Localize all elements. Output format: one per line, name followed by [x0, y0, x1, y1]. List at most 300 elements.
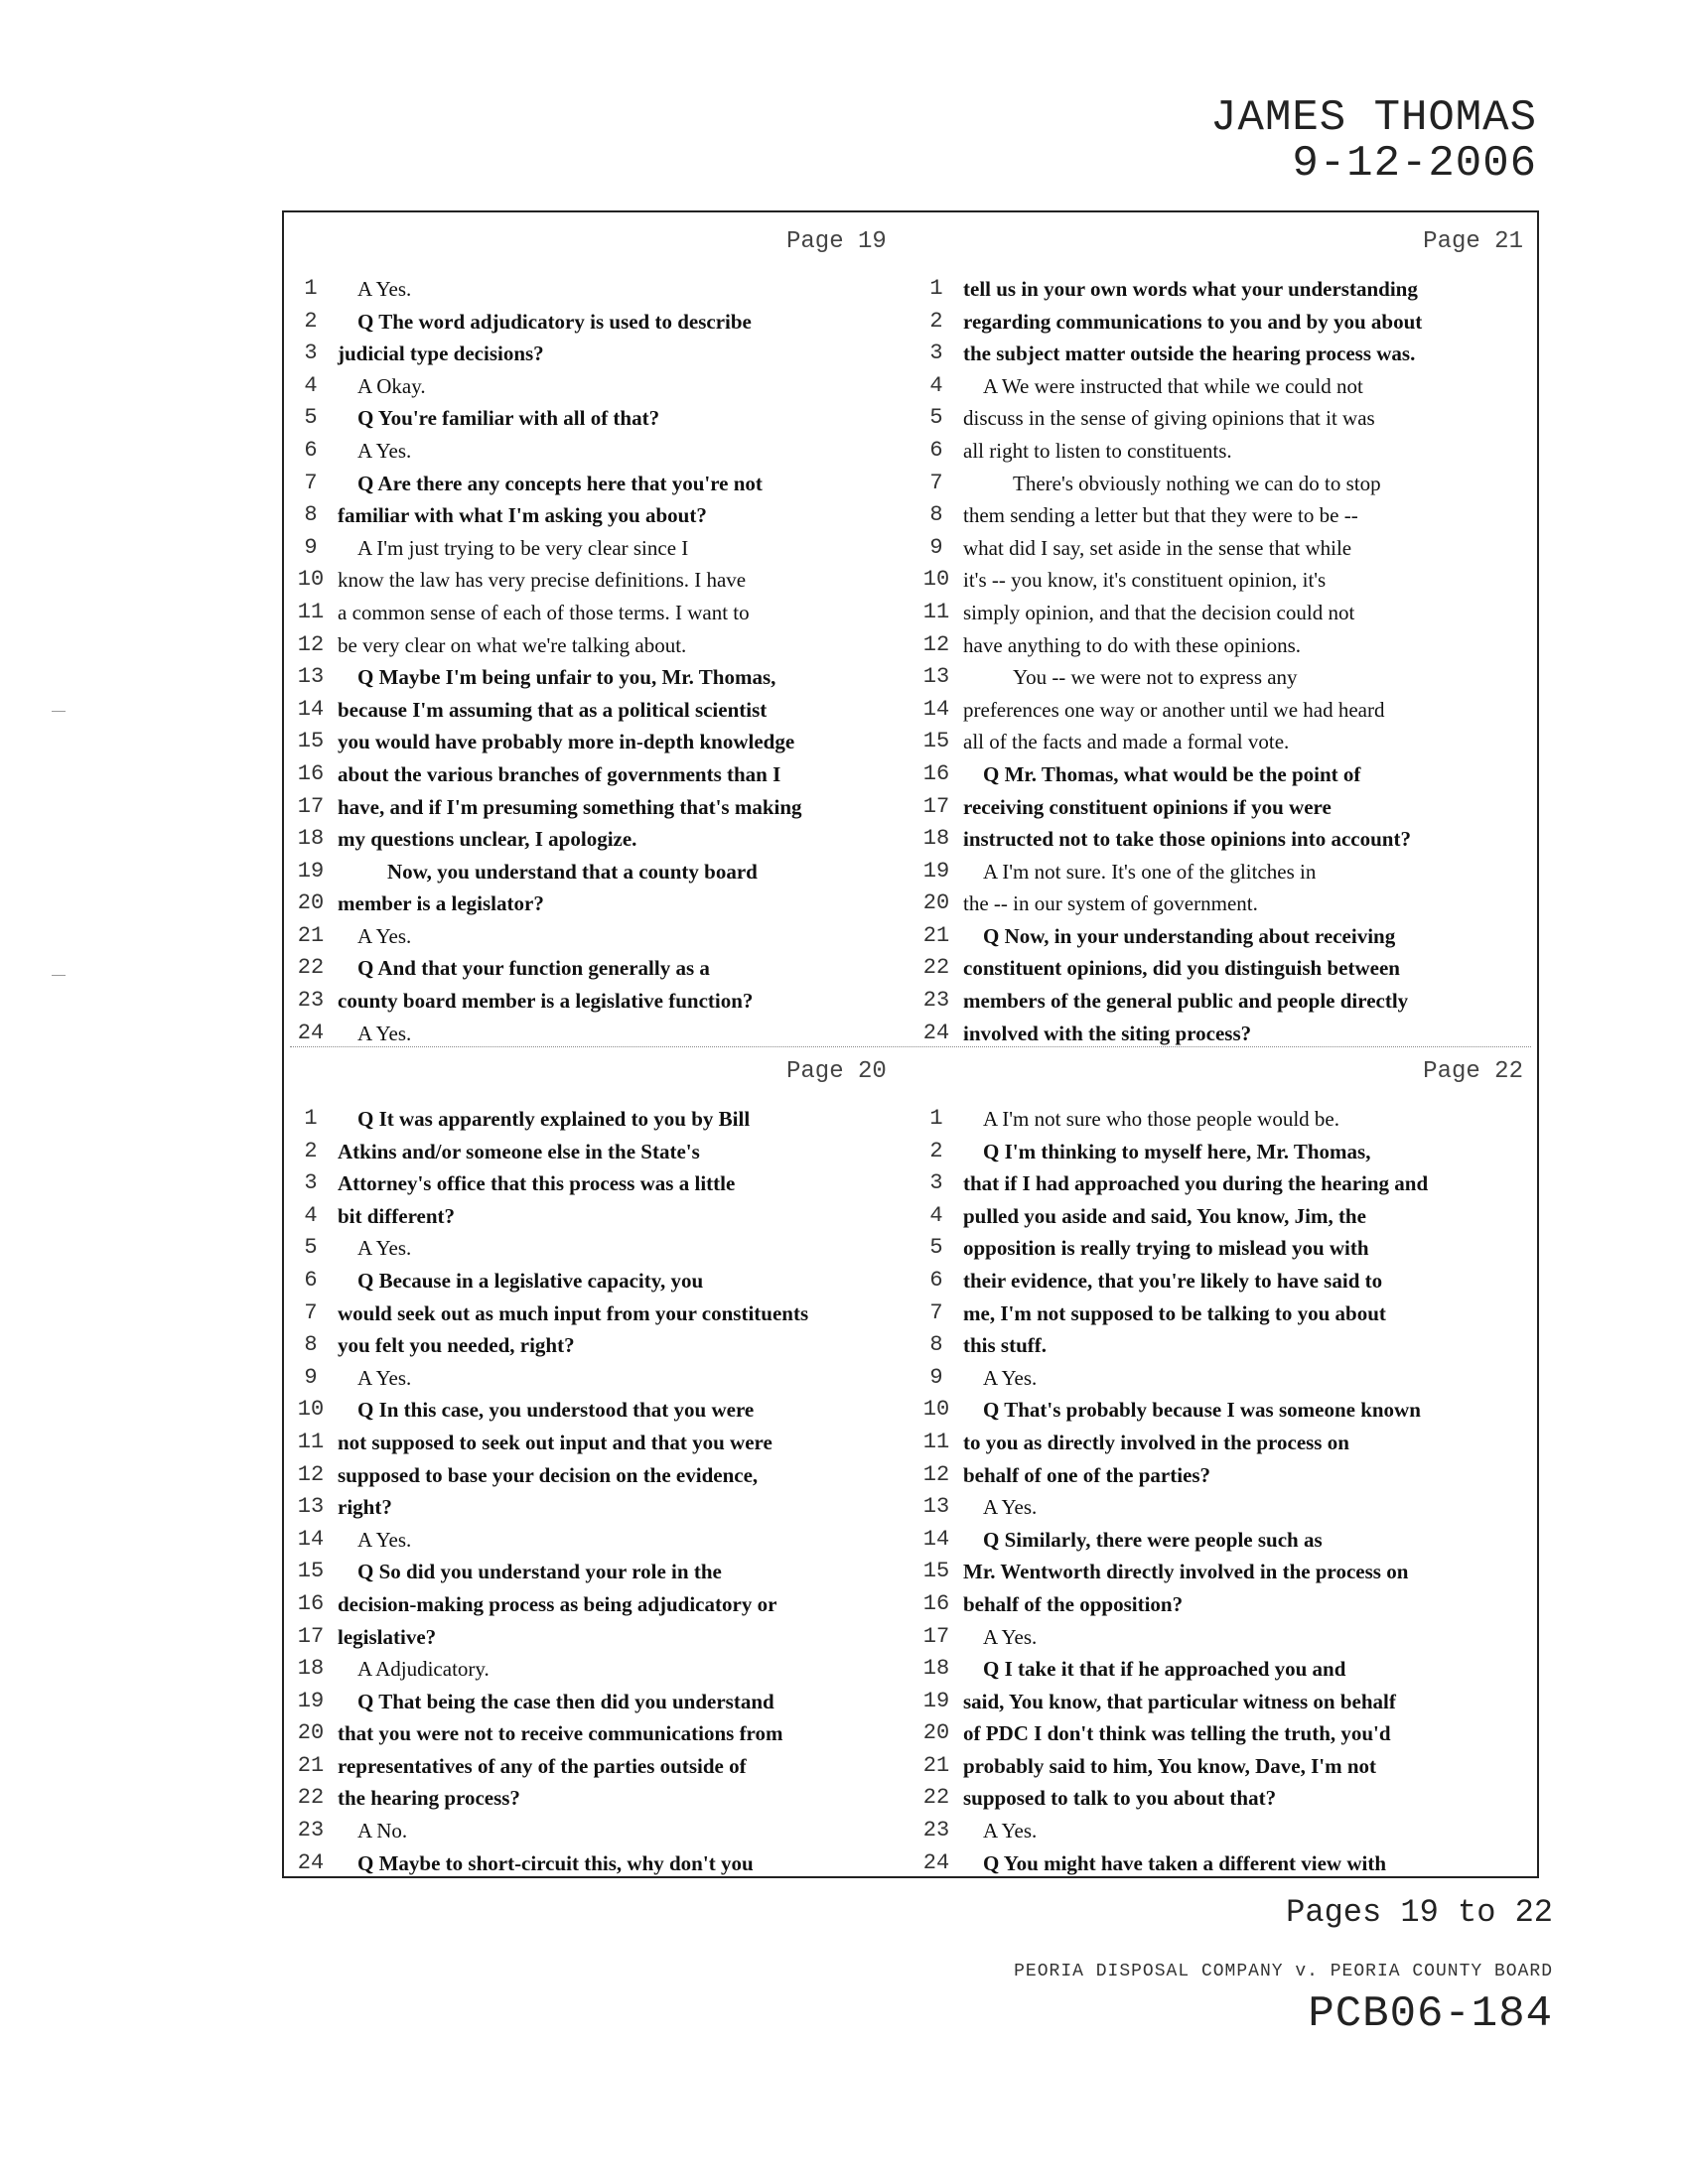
transcript-line	[292, 1200, 908, 1233]
line-text: bit different?	[338, 1203, 456, 1228]
transcript-line	[292, 435, 908, 468]
line-number: 19	[297, 1688, 325, 1713]
line-text: Q Similarly, there were people such as	[983, 1527, 1323, 1552]
transcript-line	[917, 1686, 1533, 1718]
line-text: would seek out as much input from your constituents	[338, 1300, 809, 1325]
line-number: 2	[304, 308, 318, 334]
line-number: 12	[297, 1461, 325, 1487]
line-number: 5	[929, 405, 943, 431]
line-number: 22	[297, 955, 325, 981]
line-text: Atkins and/or someone else in the State's	[338, 1139, 700, 1163]
line-number: 8	[929, 1332, 943, 1358]
line-list	[292, 273, 908, 1049]
line-number: 7	[304, 1299, 318, 1325]
transcript-line	[917, 1815, 1533, 1847]
transcript-line	[917, 306, 1533, 339]
transcript-line	[917, 1717, 1533, 1750]
line-number: 23	[297, 988, 325, 1014]
transcript-line	[917, 1394, 1533, 1427]
line-text: member is a legislator?	[338, 891, 544, 916]
line-number: 6	[929, 437, 943, 463]
transcript-line	[917, 1847, 1533, 1880]
line-text: supposed to talk to you about that?	[963, 1786, 1277, 1811]
transcript-line	[292, 1588, 908, 1621]
line-text: A I'm just trying to be very clear since I	[357, 535, 689, 560]
transcript-line	[292, 726, 908, 758]
line-text: the hearing process?	[338, 1786, 520, 1811]
transcript-frame	[282, 210, 1539, 1878]
line-number: 20	[297, 890, 325, 916]
transcript-line	[917, 1459, 1533, 1492]
line-text: receiving constituent opinions if you were	[963, 794, 1332, 819]
line-number: 11	[922, 1429, 950, 1454]
transcript-line	[292, 1750, 908, 1783]
transcript-line	[292, 1524, 908, 1557]
line-text: Q It was apparently explained to you by Bill	[357, 1107, 751, 1131]
transcript-line	[292, 564, 908, 597]
transcript-line	[292, 1459, 908, 1492]
line-text: what did I say, set aside in the sense that while	[963, 535, 1352, 560]
page-divider	[290, 1046, 1531, 1047]
margin-tick	[52, 975, 66, 976]
line-number: 11	[297, 1429, 325, 1454]
line-text: A I'm not sure who those people would be.	[983, 1107, 1339, 1131]
transcript-line	[917, 1588, 1533, 1621]
line-text: Q You might have taken a different view with	[983, 1850, 1386, 1875]
transcript-line	[917, 338, 1533, 370]
line-text: Q And that your function generally as a	[357, 956, 710, 981]
line-text: Q Maybe I'm being unfair to you, Mr. Thomas,	[357, 665, 776, 690]
line-text: judicial type decisions?	[338, 341, 544, 366]
line-number: 21	[922, 1752, 950, 1778]
line-number: 3	[304, 341, 318, 366]
transcript-line	[917, 370, 1533, 403]
transcript-line	[292, 1362, 908, 1395]
transcript-line	[917, 1103, 1533, 1136]
line-text: know the law has very precise definitions. I have	[338, 568, 747, 593]
line-number: 4	[929, 1202, 943, 1228]
line-number: 9	[929, 1364, 943, 1390]
transcript-line	[917, 1167, 1533, 1200]
line-text: said, You know, that particular witness on behalf	[963, 1689, 1396, 1713]
line-number: 8	[929, 502, 943, 528]
line-number: 14	[922, 1526, 950, 1552]
line-number: 8	[304, 502, 318, 528]
transcript-line	[917, 468, 1533, 500]
line-text: legislative?	[338, 1624, 437, 1649]
line-number: 6	[304, 437, 318, 463]
transcript-line	[292, 856, 908, 888]
transcript-line	[292, 1427, 908, 1459]
deposition-date: 9-12-2006	[1292, 139, 1537, 189]
line-number: 21	[922, 922, 950, 948]
transcript-line	[917, 856, 1533, 888]
transcript-line	[917, 758, 1533, 791]
line-text: opposition is really trying to mislead you with	[963, 1236, 1369, 1261]
transcript-line	[292, 1621, 908, 1654]
line-number: 13	[922, 1494, 950, 1520]
line-text: You -- we were not to express any	[1013, 665, 1298, 690]
line-text: Q That being the case then did you understand	[357, 1689, 774, 1713]
transcript-line	[292, 1103, 908, 1136]
line-number: 17	[922, 793, 950, 819]
line-text: A Yes.	[357, 1236, 412, 1261]
line-number: 20	[922, 890, 950, 916]
case-caption: PEORIA DISPOSAL COMPANY v. PEORIA COUNTY BOARD	[1014, 1962, 1553, 1981]
transcript-line	[917, 1018, 1533, 1050]
line-number: 6	[929, 1267, 943, 1293]
line-number: 24	[297, 1020, 325, 1045]
transcript-line	[292, 1232, 908, 1265]
line-number: 13	[922, 664, 950, 690]
line-text: a common sense of each of those terms. I want to	[338, 600, 750, 624]
transcript-line	[292, 1782, 908, 1815]
line-text: A Yes.	[357, 923, 412, 948]
transcript-line	[292, 629, 908, 662]
transcript-line	[917, 499, 1533, 532]
line-text: A We were instructed that while we could not	[983, 373, 1363, 398]
line-number: 16	[922, 1590, 950, 1616]
line-number: 1	[304, 276, 318, 301]
line-number: 24	[297, 1849, 325, 1875]
line-number: 21	[297, 1752, 325, 1778]
transcript-line	[292, 1717, 908, 1750]
transcript-line	[917, 823, 1533, 856]
line-text: decision-making process as being adjudicatory or	[338, 1591, 777, 1616]
line-text: tell us in your own words what your understanding	[963, 277, 1418, 301]
line-text: you would have probably more in-depth knowledge	[338, 730, 795, 754]
line-text: this stuff.	[963, 1333, 1048, 1358]
transcript-line	[917, 1265, 1533, 1297]
line-text: preferences one way or another until we had heard	[963, 697, 1385, 722]
page-label: Page 19	[786, 228, 887, 255]
transcript-line	[292, 1815, 908, 1847]
line-text: A Yes.	[357, 438, 412, 463]
line-number: 7	[929, 470, 943, 495]
transcript-line	[917, 1750, 1533, 1783]
line-text: all of the facts and made a formal vote.	[963, 730, 1290, 754]
line-number: 9	[304, 1364, 318, 1390]
transcript-line	[292, 532, 908, 565]
transcript-line	[917, 532, 1533, 565]
line-number: 5	[929, 1235, 943, 1261]
line-number: 2	[304, 1138, 318, 1163]
line-text: behalf of one of the parties?	[963, 1462, 1211, 1487]
line-number: 23	[297, 1818, 325, 1843]
line-text: representatives of any of the parties outside of	[338, 1753, 747, 1778]
line-text: involved with the siting process?	[963, 1021, 1252, 1045]
line-text: be very clear on what we're talking about.	[338, 632, 687, 657]
line-text: There's obviously nothing we can do to stop	[1013, 471, 1381, 495]
line-number: 22	[922, 1785, 950, 1811]
transcript-line	[917, 273, 1533, 306]
line-text: me, I'm not supposed to be talking to you about	[963, 1300, 1386, 1325]
line-number: 12	[297, 631, 325, 657]
transcript-line	[917, 597, 1533, 629]
line-number: 7	[929, 1299, 943, 1325]
line-number: 15	[297, 1559, 325, 1584]
line-number: 7	[304, 470, 318, 495]
line-number: 8	[304, 1332, 318, 1358]
transcript-line	[292, 985, 908, 1018]
line-text: supposed to base your decision on the evidence,	[338, 1462, 759, 1487]
line-number: 18	[922, 1656, 950, 1682]
transcript-line	[292, 1265, 908, 1297]
line-number: 11	[922, 599, 950, 624]
transcript-line	[292, 1847, 908, 1880]
line-number: 16	[297, 1590, 325, 1616]
line-text: Q Mr. Thomas, what would be the point of	[983, 761, 1361, 786]
transcript-line	[917, 1232, 1533, 1265]
witness-name: JAMES THOMAS	[1210, 93, 1537, 143]
line-text: all right to listen to constituents.	[963, 438, 1232, 463]
line-text: pulled you aside and said, You know, Jim, the	[963, 1203, 1366, 1228]
line-text: members of the general public and people directly	[963, 989, 1409, 1014]
page-label: Page 22	[1423, 1058, 1523, 1085]
line-number: 22	[922, 955, 950, 981]
line-text: familiar with what I'm asking you about?	[338, 503, 707, 528]
line-text: Q Maybe to short-circuit this, why don't you	[357, 1850, 754, 1875]
line-text: Q You're familiar with all of that?	[357, 406, 660, 431]
line-text: A No.	[357, 1819, 408, 1843]
line-number: 17	[922, 1623, 950, 1649]
line-text: have anything to do with these opinions.	[963, 632, 1302, 657]
transcript-line	[292, 1167, 908, 1200]
line-text: A Okay.	[357, 373, 426, 398]
transcript-line	[917, 1329, 1533, 1362]
line-text: A Yes.	[357, 1021, 412, 1045]
transcript-page	[917, 1048, 1533, 1877]
line-list	[292, 1103, 908, 1879]
line-text: not supposed to seek out input and that you were	[338, 1430, 772, 1454]
line-number: 1	[929, 1106, 943, 1131]
transcript-line	[292, 597, 908, 629]
line-text: them sending a letter but that they were to be --	[963, 503, 1358, 528]
line-number: 17	[297, 1623, 325, 1649]
line-number: 16	[297, 760, 325, 786]
line-number: 11	[297, 599, 325, 624]
transcript-line	[917, 402, 1533, 435]
transcript-line	[292, 1394, 908, 1427]
line-text: to you as directly involved in the process on	[963, 1430, 1349, 1454]
line-number: 5	[304, 1235, 318, 1261]
line-number: 14	[297, 1526, 325, 1552]
transcript-line	[292, 273, 908, 306]
line-number: 15	[297, 729, 325, 754]
transcript-line	[292, 1297, 908, 1330]
transcript-line	[917, 1524, 1533, 1557]
transcript-line	[917, 694, 1533, 727]
transcript-line	[292, 1491, 908, 1524]
line-number: 4	[304, 372, 318, 398]
line-text: of PDC I don't think was telling the truth, you'd	[963, 1721, 1391, 1746]
line-number: 19	[922, 1688, 950, 1713]
line-text: Q Now, in your understanding about receiving	[983, 923, 1396, 948]
transcript-line	[292, 1329, 908, 1362]
transcript-line	[292, 823, 908, 856]
line-number: 18	[922, 826, 950, 852]
line-number: 20	[922, 1720, 950, 1746]
line-number: 3	[304, 1170, 318, 1196]
line-text: regarding communications to you and by you about	[963, 309, 1423, 334]
line-text: A Yes.	[357, 277, 412, 301]
line-text: constituent opinions, did you distinguish between	[963, 956, 1400, 981]
line-number: 15	[922, 1559, 950, 1584]
transcript-line	[917, 887, 1533, 920]
transcript-line	[917, 1556, 1533, 1588]
transcript-line	[292, 1556, 908, 1588]
line-text: that if I had approached you during the hearing and	[963, 1171, 1429, 1196]
line-number: 14	[922, 696, 950, 722]
line-number: 1	[929, 276, 943, 301]
line-text: discuss in the sense of giving opinions that it was	[963, 406, 1375, 431]
transcript-line	[917, 920, 1533, 953]
margin-tick	[52, 711, 66, 712]
transcript-line	[917, 1427, 1533, 1459]
transcript-line	[917, 564, 1533, 597]
line-number: 16	[922, 760, 950, 786]
line-text: A Adjudicatory.	[357, 1657, 490, 1682]
line-number: 12	[922, 631, 950, 657]
line-number: 24	[922, 1849, 950, 1875]
transcript-line	[292, 370, 908, 403]
transcript-line	[292, 661, 908, 694]
line-number: 13	[297, 1494, 325, 1520]
line-number: 24	[922, 1020, 950, 1045]
transcript-line	[917, 661, 1533, 694]
transcript-line	[917, 726, 1533, 758]
transcript-line	[917, 1653, 1533, 1686]
line-text: that you were not to receive communications from	[338, 1721, 783, 1746]
transcript-line	[917, 1362, 1533, 1395]
transcript-page	[292, 1048, 908, 1877]
transcript-page	[292, 218, 908, 1047]
line-number: 3	[929, 341, 943, 366]
line-number: 2	[929, 308, 943, 334]
line-text: the subject matter outside the hearing process was.	[963, 341, 1416, 366]
line-number: 10	[922, 567, 950, 593]
line-number: 18	[297, 826, 325, 852]
line-number: 4	[929, 372, 943, 398]
transcript-line	[917, 791, 1533, 824]
line-number: 13	[297, 664, 325, 690]
transcript-line	[292, 306, 908, 339]
line-number: 19	[922, 858, 950, 884]
line-number: 19	[297, 858, 325, 884]
line-number: 21	[297, 922, 325, 948]
line-number: 10	[922, 1397, 950, 1423]
line-text: probably said to him, You know, Dave, I'm not	[963, 1753, 1377, 1778]
transcript-line	[917, 1297, 1533, 1330]
line-text: A Yes.	[983, 1495, 1038, 1520]
line-text: county board member is a legislative function?	[338, 989, 754, 1014]
line-text: Q Because in a legislative capacity, you	[357, 1268, 704, 1293]
line-number: 6	[304, 1267, 318, 1293]
transcript-line	[292, 402, 908, 435]
line-text: Now, you understand that a county board	[387, 859, 758, 884]
docket-number: PCB06-184	[1308, 1989, 1553, 2039]
line-number: 18	[297, 1656, 325, 1682]
line-number: 14	[297, 696, 325, 722]
transcript-line	[917, 435, 1533, 468]
line-text: A I'm not sure. It's one of the glitches in	[983, 859, 1317, 884]
line-text: you felt you needed, right?	[338, 1333, 575, 1358]
page-label: Page 20	[786, 1058, 887, 1085]
line-text: A Yes.	[983, 1819, 1038, 1843]
transcript-line	[917, 1200, 1533, 1233]
transcript-line	[292, 1018, 908, 1050]
line-text: A Yes.	[983, 1624, 1038, 1649]
line-text: A Yes.	[357, 1365, 412, 1390]
transcript-line	[292, 1686, 908, 1718]
line-text: A Yes.	[983, 1365, 1038, 1390]
line-number: 10	[297, 567, 325, 593]
line-text: Q That's probably because I was someone known	[983, 1398, 1421, 1423]
line-number: 17	[297, 793, 325, 819]
transcript-line	[292, 758, 908, 791]
line-text: Q The word adjudicatory is used to describe	[357, 309, 752, 334]
line-text: about the various branches of governments than I	[338, 761, 781, 786]
transcript-page	[917, 218, 1533, 1047]
line-text: my questions unclear, I apologize.	[338, 827, 637, 852]
line-number: 2	[929, 1138, 943, 1163]
line-number: 10	[297, 1397, 325, 1423]
line-text: behalf of the opposition?	[963, 1591, 1184, 1616]
line-number: 15	[922, 729, 950, 754]
line-text: simply opinion, and that the decision could not	[963, 600, 1355, 624]
line-text: Attorney's office that this process was a little	[338, 1171, 736, 1196]
line-number: 23	[922, 988, 950, 1014]
transcript-line	[292, 952, 908, 985]
transcript-line	[292, 1653, 908, 1686]
line-text: Q Are there any concepts here that you're not	[357, 471, 763, 495]
line-number: 9	[304, 534, 318, 560]
transcript-line	[292, 694, 908, 727]
line-text: Q In this case, you understood that you were	[357, 1398, 755, 1423]
line-number: 20	[297, 1720, 325, 1746]
line-number: 9	[929, 534, 943, 560]
transcript-line	[292, 338, 908, 370]
transcript-line	[917, 1491, 1533, 1524]
transcript-line	[917, 1782, 1533, 1815]
transcript-line	[917, 1621, 1533, 1654]
line-number: 23	[922, 1818, 950, 1843]
line-list	[917, 273, 1533, 1049]
transcript-line	[292, 791, 908, 824]
transcript-line	[292, 887, 908, 920]
transcript-line	[292, 468, 908, 500]
line-number: 4	[304, 1202, 318, 1228]
line-text: right?	[338, 1495, 392, 1520]
transcript-line	[917, 1136, 1533, 1168]
transcript-line	[917, 985, 1533, 1018]
line-number: 3	[929, 1170, 943, 1196]
line-text: Q I take it that if he approached you and	[983, 1657, 1346, 1682]
line-text: it's -- you know, it's constituent opinion, it's	[963, 568, 1327, 593]
line-number: 22	[297, 1785, 325, 1811]
line-text: A Yes.	[357, 1527, 412, 1552]
line-text: instructed not to take those opinions into account?	[963, 827, 1411, 852]
line-number: 12	[922, 1461, 950, 1487]
page-label: Page 21	[1423, 228, 1523, 255]
line-text: Q I'm thinking to myself here, Mr. Thomas,	[983, 1139, 1371, 1163]
transcript-line	[292, 920, 908, 953]
line-number: 1	[304, 1106, 318, 1131]
line-text: the -- in our system of government.	[963, 891, 1258, 916]
transcript-line	[292, 1136, 908, 1168]
line-text: their evidence, that you're likely to have said to	[963, 1268, 1383, 1293]
page-range: Pages 19 to 22	[1286, 1894, 1553, 1931]
